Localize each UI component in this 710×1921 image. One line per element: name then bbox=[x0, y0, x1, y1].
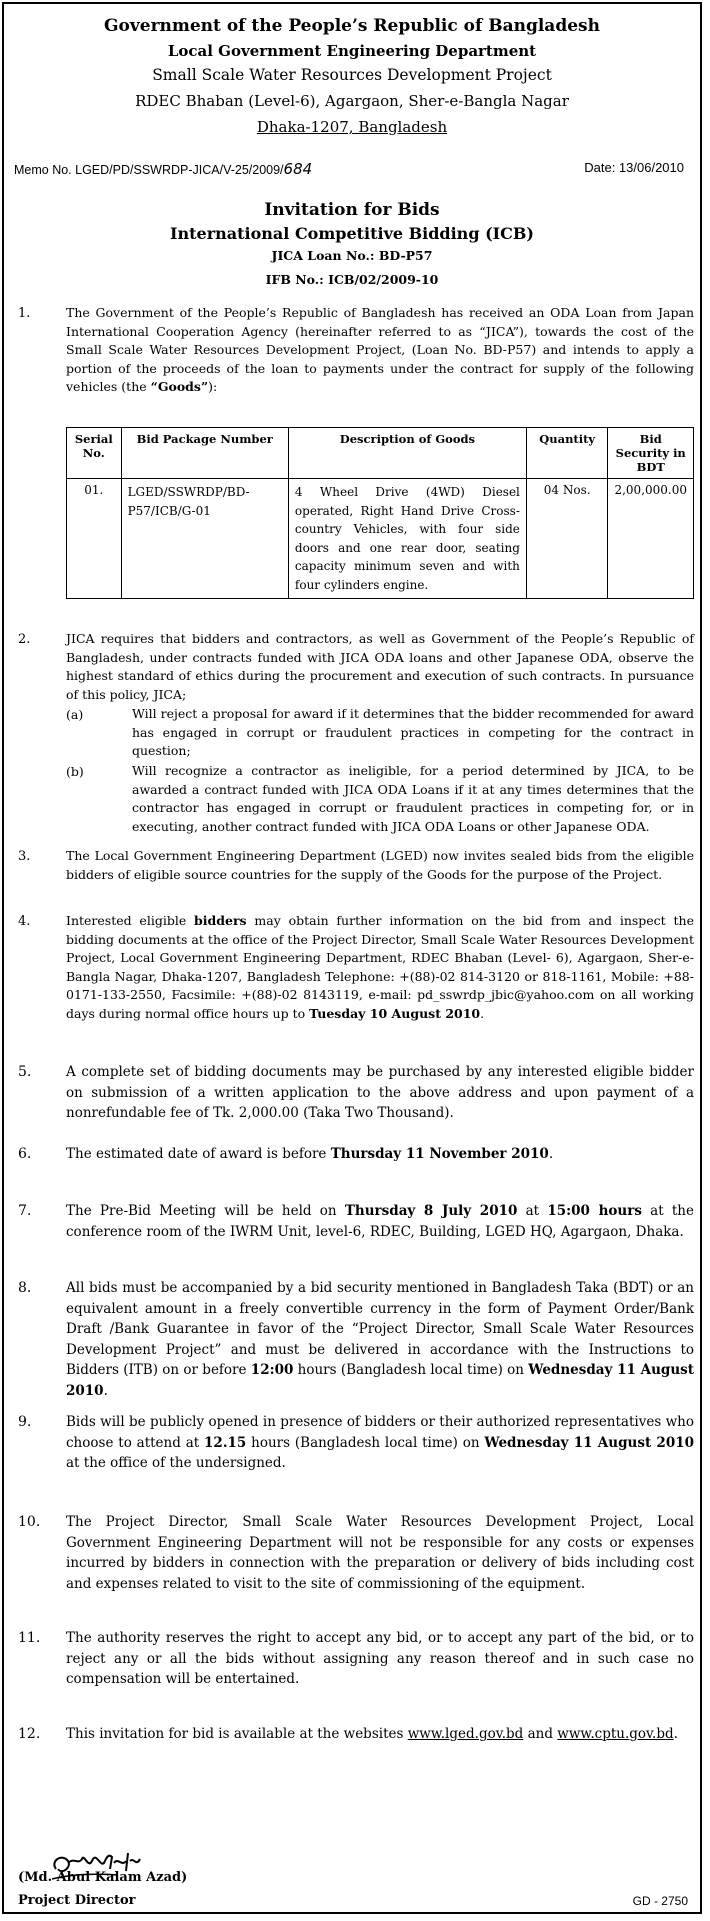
cell-package: LGED/SSWRDP/BD-P57/ICB/G-01 bbox=[121, 479, 288, 599]
para-10: The Project Director, Small Scale Water Resources Development Project, Local Government Engineering Department will not be responsible for any costs or expenses incurred by bidders in connection with the preparation or delivery of bids including cost and expenses related to visit to the site of commissioning of the equipment. bbox=[66, 1514, 694, 1592]
header-project: Small Scale Water Resources Development Project bbox=[152, 66, 552, 84]
link-lged[interactable]: www.lged.gov.bd bbox=[407, 1726, 524, 1742]
signatory-title: Project Director bbox=[18, 1893, 136, 1908]
para-2b: Will recognize a contractor as ineligible, for a period determined by JICA, to be awarded a contract funded with JICA ODA Loans if it at any times determines that the contractor has engaged in corrupt or fraudulent practices in competing for, or in executing, another contract funded with JICA ODA Loans or other Japanese ODA. bbox=[132, 763, 694, 834]
link-cptu[interactable]: www.cptu.gov.bd bbox=[557, 1726, 674, 1742]
memo-handwritten-number: 684 bbox=[283, 160, 313, 178]
para-2: JICA requires that bidders and contractors, as well as Government of the People’s Republic of Bangladesh, under contracts funded with JICA ODA loans and other Japanese ODA, observe the highest standard of ethics during the procurement and execution of such contracts. In pursuance of this policy, JICA; bbox=[66, 631, 694, 702]
para-12-number: 12. bbox=[18, 1726, 41, 1742]
para-5-number: 5. bbox=[18, 1064, 32, 1080]
gd-code: GD - 2750 bbox=[632, 1894, 688, 1908]
loan-number: JICA Loan No.: BD-P57 bbox=[271, 248, 433, 263]
para-8-number: 8. bbox=[18, 1280, 32, 1296]
memo-date: Date: 13/06/2010 bbox=[584, 160, 684, 175]
para-2-number: 2. bbox=[18, 632, 31, 647]
para-4-number: 4. bbox=[18, 914, 31, 929]
col-quantity: Quantity bbox=[526, 428, 608, 479]
table-header-row bbox=[67, 428, 694, 479]
para-1-number: 1. bbox=[18, 306, 31, 321]
para-7: The Pre-Bid Meeting will be held on Thursday 8 July 2010 at 15:00 hours at the conference room of the IWRM Unit, level-6, RDEC, Building, LGED HQ, Agargaon, Dhaka. bbox=[66, 1203, 694, 1240]
cell-quantity: 04 Nos. bbox=[526, 479, 608, 599]
para-12: This invitation for bid is available at the websites www.lged.gov.bd and www.cptu.gov.bd. bbox=[66, 1726, 678, 1742]
notice-page bbox=[2, 2, 702, 1914]
goods-table bbox=[66, 427, 694, 599]
header-city: Dhaka-1207, Bangladesh bbox=[256, 118, 448, 136]
para-6: The estimated date of award is before Thursday 11 November 2010. bbox=[66, 1146, 554, 1162]
bidding-type: International Competitive Bidding (ICB) bbox=[170, 224, 534, 243]
cell-security: 2,00,000.00 bbox=[608, 479, 694, 599]
signatory-name: (Md. Abul Kalam Azad) bbox=[18, 1870, 188, 1885]
table-row bbox=[67, 479, 694, 599]
memo-number: Memo No. LGED/PD/SSWRDP-JICA/V-25/2009/684 bbox=[14, 160, 313, 178]
para-2a-label: (a) bbox=[66, 707, 84, 722]
para-9-number: 9. bbox=[18, 1414, 32, 1430]
para-7-number: 7. bbox=[18, 1203, 32, 1219]
para-2b-label: (b) bbox=[66, 764, 84, 779]
para-9: Bids will be publicly opened in presence of bidders or their authorized representatives who choose to attend at 12.15 hours (Bangladesh local time) on Wednesday 11 August 2010 at the office of the undersigned. bbox=[66, 1414, 695, 1472]
para-2a: Will reject a proposal for award if it determines that the bidder recommended for award has engaged in corrupt or fraudulent practices in competing for the contract in question; bbox=[132, 706, 694, 759]
cell-serial: 01. bbox=[67, 479, 122, 599]
col-package: Bid Package Number bbox=[121, 428, 288, 479]
page-title: Invitation for Bids bbox=[264, 200, 440, 220]
col-security: Bid Security in BDT bbox=[608, 428, 694, 479]
cell-description: 4 Wheel Drive (4WD) Diesel operated, Right Hand Drive Cross-country Vehicles, with four side doors and one rear door, seating capacity minimum seven and with four cylinders engine. bbox=[288, 479, 526, 599]
col-serial: Serial No. bbox=[67, 428, 122, 479]
para-3-number: 3. bbox=[18, 849, 31, 864]
para-6-number: 6. bbox=[18, 1146, 32, 1162]
para-1: The Government of the People’s Republic of Bangladesh has received an ODA Loan from Japan International Cooperation Agency (hereinafter referred to as “JICA”), towards the cost of the Small Scale Water Resources Development Project, (Loan No. BD-P57) and intends to apply a portion of the proceeds of the loan to payments under the contract for supply of the following vehicles (the “Goods”): bbox=[66, 305, 694, 395]
para-8: All bids must be accompanied by a bid security mentioned in Bangladesh Taka (BDT) or an equivalent amount in a freely convertible currency in the form of Payment Order/Bank Draft /Bank Guarantee in favor of the “Project Director, Small Scale Water Resources Development Project” and must be delivered in accordance with the Instructions to Bidders (ITB) on or before 12:00 hours (Bangladesh local time) on Wednesday 11 August 2010. bbox=[66, 1280, 694, 1399]
para-11-number: 11. bbox=[18, 1630, 41, 1646]
para-11: The authority reserves the right to accept any bid, or to accept any part of the bid, or to reject any or all the bids without assigning any reason thereof and in such case no compensation will be entertained. bbox=[66, 1630, 694, 1688]
para-10-number: 10. bbox=[18, 1514, 41, 1530]
ifb-number: IFB No.: ICB/02/2009-10 bbox=[265, 272, 439, 287]
para-3: The Local Government Engineering Department (LGED) now invites sealed bids from the eligible bidders of eligible source countries for the supply of the Goods for the purpose of the Project. bbox=[66, 848, 694, 882]
para-4: Interested eligible bidders may obtain further information on the bid from and inspect the bidding documents at the office of the Project Director, Small Scale Water Resources Development Project, Local Government Engineering Department, RDEC Bhaban (Level- 6), Agargaon, Sher-e-Bangla Nagar, Dhaka-1207, Bangladesh Telephone: +(88)-02 814-3120 or 818-1161, Mobile: +88-0171-133-2550, Facsimile: +(88)-02 8143119, e-mail: pd_sswrdp_jbic@yahoo.com on all working days during normal office hours up to Tuesday 10 August 2010. bbox=[66, 913, 694, 1021]
col-description: Description of Goods bbox=[288, 428, 526, 479]
header-government: Government of the People’s Republic of Bangladesh bbox=[104, 16, 600, 36]
para-5: A complete set of bidding documents may be purchased by any interested eligible bidder on submission of a written application to the above address and upon payment of a nonrefundable fee of Tk. 2,000.00 (Taka Two Thousand). bbox=[66, 1064, 694, 1122]
header-department: Local Government Engineering Department bbox=[167, 42, 537, 60]
header-address: RDEC Bhaban (Level-6), Agargaon, Sher-e-Bangla Nagar bbox=[135, 92, 569, 110]
